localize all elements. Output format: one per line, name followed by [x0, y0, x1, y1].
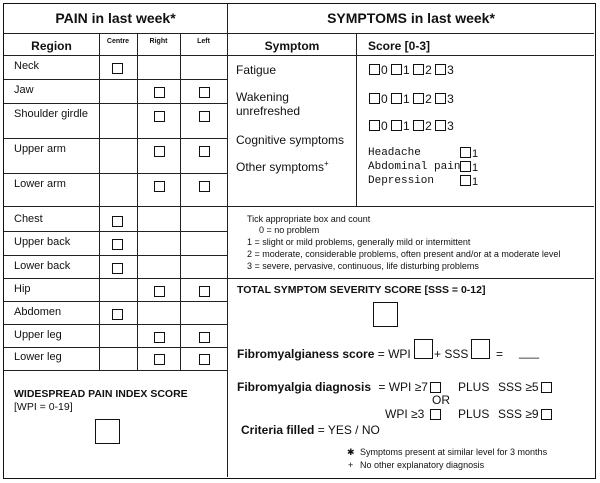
score-label: 1	[403, 92, 410, 106]
right-header: Right	[149, 38, 168, 45]
score-box[interactable]	[413, 120, 424, 131]
left-header: Left	[197, 38, 210, 45]
shoulder-left-checkbox[interactable]	[199, 111, 210, 122]
score-value: 1	[472, 162, 479, 174]
diagnosis-label: Fibromyalgia diagnosis	[237, 380, 372, 394]
score-header: Score [0-3]	[368, 39, 431, 53]
symptom-unrefreshed: unrefreshed	[236, 104, 301, 118]
fibromyalgia-form	[3, 3, 596, 479]
cognitive-score-options[interactable]	[369, 119, 454, 133]
other-abdominal-pain: Abdominal pain	[368, 161, 461, 173]
row-divider	[4, 79, 227, 80]
lower-arm-right-checkbox[interactable]	[154, 181, 165, 192]
depression-score[interactable]	[460, 175, 478, 188]
symptom-other	[236, 159, 329, 174]
other-depression: Depression	[368, 175, 435, 187]
score-label: 1	[403, 63, 410, 77]
symptom-fatigue: Fatigue	[236, 63, 277, 77]
centre-header: Centre	[106, 38, 130, 45]
sss-title: TOTAL SYMPTOM SEVERITY SCORE [SSS = 0-12]	[237, 284, 486, 296]
region-neck: Neck	[14, 60, 40, 72]
divider	[228, 55, 594, 56]
divider	[228, 33, 594, 34]
region-upper-back: Upper back	[14, 236, 71, 248]
region-lower-back: Lower back	[14, 260, 71, 272]
diagnosis-sss-5: SSS ≥5	[498, 380, 539, 394]
upper-arm-right-checkbox[interactable]	[154, 146, 165, 157]
fibromyalgianess-label: Fibromyalgianess score	[237, 347, 375, 361]
score-box[interactable]	[391, 64, 402, 75]
region-abdomen: Abdomen	[14, 306, 62, 318]
row-divider	[4, 138, 227, 139]
symptom-wakening: Wakening	[236, 90, 289, 104]
instructions-line: 1 = slight or mild problems, generally mild or intermittent	[247, 237, 471, 247]
divider	[4, 55, 227, 56]
footnote-text: Symptoms present at similar level for 3 months	[360, 447, 548, 457]
pain-panel-title: PAIN in last week*	[55, 10, 176, 26]
score-value: 1	[472, 148, 479, 160]
hip-right-checkbox[interactable]	[154, 286, 165, 297]
score-label: 1	[403, 119, 410, 133]
other-mark: +	[324, 159, 329, 168]
row-divider	[4, 255, 227, 256]
diagnosis-wpi-3: WPI ≥3	[385, 407, 425, 421]
score-box[interactable]	[369, 64, 380, 75]
col-divider	[99, 33, 100, 370]
row-divider	[4, 231, 227, 232]
lower-leg-right-checkbox[interactable]	[154, 354, 165, 365]
abdominal-pain-score[interactable]	[460, 161, 478, 174]
jaw-right-checkbox[interactable]	[154, 87, 165, 98]
divider	[228, 278, 594, 279]
chest-centre-checkbox[interactable]	[112, 216, 123, 227]
sss5-checkbox[interactable]	[541, 382, 552, 393]
headache-score[interactable]	[460, 147, 478, 160]
score-label: 2	[425, 63, 432, 77]
row-divider	[4, 206, 227, 207]
fibro-eq: =	[496, 347, 504, 361]
lower-leg-left-checkbox[interactable]	[199, 354, 210, 365]
score-box[interactable]	[435, 93, 446, 104]
symptom-cognitive: Cognitive symptoms	[236, 133, 345, 147]
fibro-wpi-box[interactable]	[414, 339, 433, 359]
neck-centre-checkbox[interactable]	[112, 63, 123, 74]
symptoms-panel-title: SYMPTOMS in last week*	[327, 10, 495, 26]
lower-arm-left-checkbox[interactable]	[199, 181, 210, 192]
wpi3-checkbox[interactable]	[430, 409, 441, 420]
wpi-score-box[interactable]	[95, 419, 120, 444]
region-upper-arm: Upper arm	[14, 143, 66, 155]
criteria-value[interactable]: = YES / NO	[317, 423, 380, 437]
sss9-checkbox[interactable]	[541, 409, 552, 420]
score-label: 2	[425, 119, 432, 133]
region-upper-leg: Upper leg	[14, 329, 62, 341]
wakening-score-options[interactable]	[369, 92, 454, 106]
score-label: 2	[425, 92, 432, 106]
upper-arm-left-checkbox[interactable]	[199, 146, 210, 157]
panel-divider	[227, 4, 228, 477]
fibromyalgianess-row	[237, 347, 411, 361]
diagnosis-or: OR	[432, 393, 450, 407]
score-box[interactable]	[369, 120, 380, 131]
row-divider	[4, 301, 227, 302]
sss-score-box[interactable]	[373, 302, 398, 327]
score-label: 3	[447, 92, 454, 106]
row-divider	[4, 370, 227, 371]
region-shoulder-girdle: Shoulder girdle	[14, 108, 88, 120]
divider	[228, 206, 594, 207]
wpi-title: WIDESPREAD PAIN INDEX SCORE	[14, 388, 188, 400]
region-lower-arm: Lower arm	[14, 178, 66, 190]
upper-back-centre-checkbox[interactable]	[112, 239, 123, 250]
upper-leg-left-checkbox[interactable]	[199, 332, 210, 343]
row-divider	[4, 278, 227, 279]
divider	[4, 33, 227, 34]
diagnosis-wpi-7: = WPI ≥7	[378, 380, 428, 394]
instructions-line: Tick appropriate box and count	[247, 214, 371, 224]
hip-left-checkbox[interactable]	[199, 286, 210, 297]
diagnosis-plus: PLUS	[458, 407, 490, 421]
abdomen-centre-checkbox[interactable]	[112, 309, 123, 320]
symptom-header: Symptom	[264, 39, 320, 53]
row-divider	[4, 347, 227, 348]
score-value: 1	[472, 176, 479, 188]
shoulder-right-checkbox[interactable]	[154, 111, 165, 122]
col-divider	[137, 33, 138, 370]
score-box[interactable]	[391, 93, 402, 104]
fibro-result-blank[interactable]: ___	[519, 345, 540, 359]
fibro-eq-wpi: = WPI	[377, 347, 411, 361]
fatigue-score-options[interactable]	[369, 63, 454, 77]
diagnosis-plus: PLUS	[458, 380, 490, 394]
score-box[interactable]	[435, 64, 446, 75]
diagnosis-sss-9: SSS ≥9	[498, 407, 539, 421]
score-box[interactable]	[413, 64, 424, 75]
score-label: 0	[381, 63, 388, 77]
region-header: Region	[31, 39, 72, 53]
symptom-other-label: Other symptoms	[236, 160, 325, 174]
score-label: 3	[447, 63, 454, 77]
criteria-row	[241, 423, 380, 437]
wpi-range: [WPI = 0-19]	[14, 401, 73, 413]
instructions-line: 0 = no problem	[259, 225, 320, 235]
score-label: 3	[447, 119, 454, 133]
jaw-left-checkbox[interactable]	[199, 87, 210, 98]
col-divider	[180, 33, 181, 370]
col-divider	[356, 33, 357, 206]
lower-back-centre-checkbox[interactable]	[112, 263, 123, 274]
instructions-line: 3 = severe, pervasive, continuous, life disturbing problems	[247, 261, 479, 271]
region-chest: Chest	[14, 213, 43, 225]
criteria-label: Criteria filled	[241, 423, 315, 437]
diagnosis-row-1	[237, 380, 428, 394]
upper-leg-right-checkbox[interactable]	[154, 332, 165, 343]
region-lower-leg: Lower leg	[14, 351, 62, 363]
footnote-mark: +	[348, 460, 354, 470]
row-divider	[4, 103, 227, 104]
region-hip: Hip	[14, 283, 31, 295]
score-box[interactable]	[435, 120, 446, 131]
row-divider	[4, 324, 227, 325]
score-label: 0	[381, 119, 388, 133]
footnote-text: No other explanatory diagnosis	[360, 460, 485, 470]
other-headache: Headache	[368, 147, 421, 159]
region-jaw: Jaw	[14, 84, 34, 96]
score-box[interactable]	[460, 147, 471, 158]
score-box[interactable]	[413, 93, 424, 104]
fibro-plus-sss: + SSS	[434, 347, 469, 361]
score-box[interactable]	[460, 175, 471, 186]
score-label: 0	[381, 92, 388, 106]
score-box[interactable]	[391, 120, 402, 131]
row-divider	[4, 173, 227, 174]
fibro-sss-box[interactable]	[471, 339, 490, 359]
wpi7-checkbox[interactable]	[430, 382, 441, 393]
instructions-line: 2 = moderate, considerable problems, often present and/or at a moderate level	[247, 249, 561, 259]
footnote-mark: ✱	[347, 447, 355, 457]
score-box[interactable]	[369, 93, 380, 104]
score-box[interactable]	[460, 161, 471, 172]
